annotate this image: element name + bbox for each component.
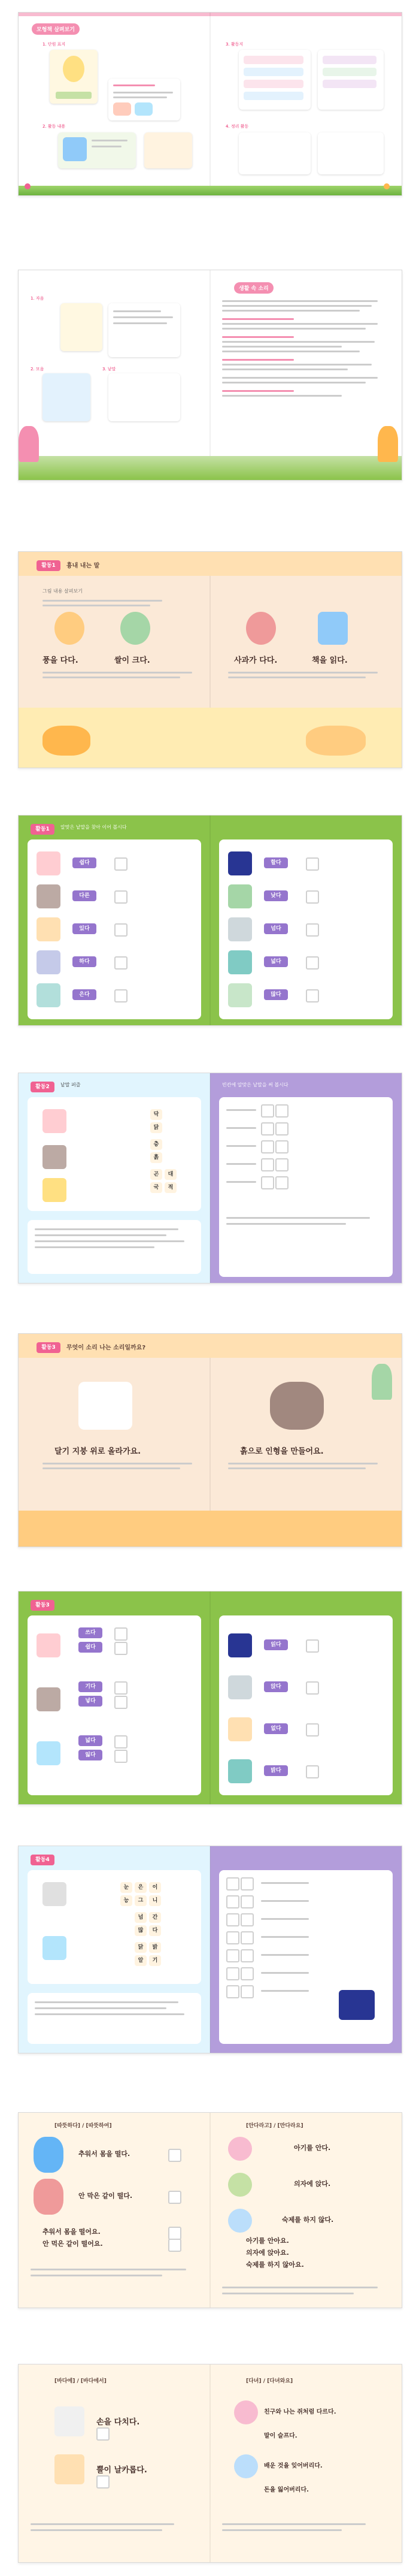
- book-illustration: [318, 612, 348, 645]
- puzzle-cell[interactable]: 니: [149, 1895, 161, 1906]
- answer-box[interactable]: [168, 2239, 181, 2252]
- answer-box[interactable]: [306, 956, 319, 970]
- left-line: 뿔이 날카롭다.: [96, 2466, 147, 2475]
- page-spine: [210, 1073, 211, 1283]
- right-line: 친구와 나는 쥐처럼 다르다.: [264, 2409, 336, 2415]
- word-thumbnail: [108, 373, 180, 421]
- right-word: 앉다: [264, 1681, 288, 1692]
- right-line: 돈을 잃어버리다.: [264, 2487, 309, 2493]
- page-spine: [210, 2364, 211, 2562]
- puzzle-cell[interactable]: 다: [149, 1925, 161, 1936]
- word-4: 책을 읽다.: [312, 656, 348, 665]
- right-line: 의자에 앉다.: [294, 2180, 331, 2188]
- consonant-thumbnail: [60, 303, 102, 351]
- right-word-3: 넘다: [264, 923, 288, 934]
- answer-box[interactable]: [306, 890, 319, 904]
- activity-thumbnail: [108, 78, 180, 120]
- notes-panel: [28, 1220, 201, 1274]
- left-header: [바다에] / [바다에서]: [54, 2378, 107, 2384]
- puzzle-cell[interactable]: 닭: [135, 1942, 147, 1953]
- tree-decoration: [378, 426, 398, 462]
- answer-box[interactable]: [306, 1681, 319, 1695]
- word-1: 풍을 다다.: [42, 656, 78, 665]
- right-header: 빈칸에 알맞은 낱말을 써 봅시다: [222, 1082, 289, 1088]
- activity-chip: 활동2: [31, 1082, 54, 1092]
- bottom-band: [19, 1511, 402, 1547]
- puzzle-cell[interactable]: 대: [165, 1169, 177, 1180]
- worksheet-thumb-2: [318, 50, 384, 110]
- spread-6: [18, 1333, 402, 1547]
- right-line: 말이 슬프다.: [264, 2433, 297, 2439]
- sentence-left: 달기 지붕 위로 올라가요.: [54, 1447, 141, 1456]
- puzzle-cell[interactable]: 그: [135, 1895, 147, 1906]
- answer-box[interactable]: [306, 923, 319, 937]
- page-spine: [210, 270, 211, 480]
- right-line: 숙제를 하지 않아요.: [246, 2261, 304, 2269]
- heading-activity: 2. 활동 내용: [42, 124, 66, 129]
- clay-doll-illustration: [270, 1382, 324, 1430]
- puzzle-cell[interactable]: 적: [165, 1182, 177, 1193]
- answer-box[interactable]: [306, 1765, 319, 1778]
- answer-box[interactable]: [114, 956, 127, 970]
- answer-box[interactable]: [114, 1681, 127, 1695]
- left-word: 쓰다: [78, 1627, 102, 1638]
- puzzle-cell[interactable]: 알: [135, 1955, 147, 1966]
- fill-in-panel: [219, 1097, 393, 1277]
- right-word-1: 할다: [264, 857, 288, 868]
- answer-box[interactable]: [114, 1696, 127, 1709]
- right-line: 의자에 앉아요.: [246, 2249, 289, 2257]
- answer-box[interactable]: [306, 1639, 319, 1653]
- grass-decoration: [19, 186, 402, 195]
- heading-cover: 1. 단원 표지: [42, 42, 66, 47]
- spread-2: [18, 270, 402, 481]
- left-word-1: 쉽다: [72, 857, 96, 868]
- right-line: 아기를 안다.: [294, 2144, 331, 2152]
- answer-box[interactable]: [114, 989, 127, 1002]
- activity-chip: 활동1: [31, 824, 54, 835]
- cover-thumbnail: [50, 50, 98, 104]
- activity-chip: 활동4: [31, 1855, 54, 1865]
- answer-box[interactable]: [114, 923, 127, 937]
- answer-box[interactable]: [114, 1750, 127, 1763]
- worksheet-thumb-1: [239, 50, 311, 110]
- answer-box[interactable]: [306, 989, 319, 1002]
- summary-thumb-1: [239, 132, 311, 174]
- title: 흉내 내는 말: [66, 563, 100, 569]
- right-line: 배운 것을 잊어버리다.: [264, 2463, 323, 2469]
- left-header: 낱말 퍼즐: [60, 1082, 81, 1088]
- left-word: 잃다: [78, 1750, 102, 1760]
- answer-box[interactable]: [168, 2149, 181, 2162]
- puzzle-cell[interactable]: 닭: [150, 1122, 162, 1133]
- flower-decoration: [25, 183, 31, 189]
- fill-in-panel: [219, 1870, 393, 2044]
- puzzle-cell[interactable]: 흙: [150, 1152, 162, 1163]
- activity-chip: 활동3: [31, 1600, 54, 1611]
- heading-summary: 4. 정리 활동: [226, 124, 249, 129]
- left-header: [따뜻하다] / [따뜻하여]: [54, 2123, 112, 2129]
- sentence-right: 흙으로 인형을 만들어요.: [240, 1447, 324, 1456]
- puzzle-cell[interactable]: 간: [149, 1912, 161, 1923]
- character-illustration: [54, 612, 84, 645]
- answer-box[interactable]: [168, 2191, 181, 2204]
- answer-box[interactable]: [114, 1735, 127, 1748]
- activity-chip: 활동3: [37, 1342, 60, 1353]
- puzzle-cell[interactable]: 기: [149, 1955, 161, 1966]
- puzzle-cell[interactable]: 이: [149, 1882, 161, 1893]
- left-word-5: 은다: [72, 989, 96, 1000]
- chicken-illustration: [78, 1382, 132, 1430]
- spread-4: [18, 815, 402, 1026]
- right-word-4: 넓다: [264, 956, 288, 967]
- summary-thumb-2: [318, 132, 384, 174]
- puzzle-cell[interactable]: 층: [150, 1139, 162, 1150]
- spread-7: [18, 1591, 402, 1805]
- label-vowel: 2. 모음: [31, 367, 44, 372]
- character-illustration: [120, 612, 150, 645]
- spread-10: [18, 2364, 402, 2563]
- left-word: 넓다: [78, 1735, 102, 1746]
- vowel-thumbnail: [42, 373, 90, 421]
- page-spine: [210, 1591, 211, 1804]
- answer-box[interactable]: [114, 1642, 127, 1655]
- puzzle-cell[interactable]: 많: [135, 1925, 147, 1936]
- spread-1: [18, 12, 402, 196]
- spread-9: [18, 2112, 402, 2308]
- answer-box[interactable]: [306, 1723, 319, 1737]
- left-word: 넣다: [78, 1696, 102, 1707]
- left-line: 손을 다치다.: [96, 2418, 140, 2427]
- puzzle-cell[interactable]: 능: [120, 1895, 132, 1906]
- right-line: 숙제를 하지 않다.: [282, 2216, 334, 2224]
- left-line: 안 막은 같이 떨다.: [78, 2192, 133, 2200]
- title: 무엇이 소리 나는 소리일까요?: [66, 1345, 146, 1351]
- section-tag: 생활 속 소리: [234, 282, 274, 294]
- answer-box[interactable]: [96, 2427, 110, 2441]
- answer-box[interactable]: [96, 2475, 110, 2489]
- answer-box[interactable]: [114, 857, 127, 871]
- spread-5: [18, 1073, 402, 1284]
- right-word-2: 낮다: [264, 890, 288, 901]
- puzzle-cell[interactable]: 넘: [135, 1912, 147, 1923]
- puzzle-cell[interactable]: 국: [150, 1182, 162, 1193]
- notes-panel: [28, 1993, 201, 2044]
- fruit-illustration: [246, 612, 276, 645]
- left-line: 안 먹은 같이 떨어요.: [42, 2240, 103, 2248]
- picture-label: 그림 내용 살펴보기: [42, 588, 83, 594]
- puzzle-cell[interactable]: 눈: [120, 1882, 132, 1893]
- word-2: 쌀이 크다.: [114, 656, 150, 665]
- left-word-3: 있다: [72, 923, 96, 934]
- right-word-5: 많다: [264, 989, 288, 1000]
- right-word: 없다: [264, 1723, 288, 1734]
- right-header: [안다라고] / [만다라요]: [246, 2123, 303, 2129]
- right-word: 읽다: [264, 1639, 288, 1650]
- activity-chip: 활동1: [37, 560, 60, 571]
- content-thumbnail: [58, 132, 136, 168]
- left-word: 기다: [78, 1681, 102, 1692]
- puzzle-cell[interactable]: 곤: [150, 1169, 162, 1180]
- answer-box[interactable]: [168, 2227, 181, 2240]
- spread-3: [18, 551, 402, 768]
- page-spine: [210, 1846, 211, 2053]
- label-consonant: 1. 자음: [31, 296, 44, 301]
- word-3: 사과가 다다.: [234, 656, 278, 665]
- section-tag: 모형책 살펴보기: [32, 23, 80, 35]
- right-word: 밝다: [264, 1765, 288, 1776]
- instruction: 알맞은 낱말을 찾아 이어 봅시다: [60, 825, 127, 830]
- left-word-4: 하다: [72, 956, 96, 967]
- grass-decoration: [19, 456, 402, 480]
- page-spine: [210, 816, 211, 1025]
- sample-thumbnail: [144, 132, 192, 168]
- spread-8: [18, 1846, 402, 2053]
- answer-box[interactable]: [114, 890, 127, 904]
- right-line: 아기를 안아요.: [246, 2237, 289, 2245]
- label-word: 3. 낱말: [102, 367, 116, 372]
- left-line: 추워서 몸을 떨어요.: [42, 2228, 101, 2236]
- puzzle-cell[interactable]: 닥: [150, 1109, 162, 1120]
- page-spine: [210, 13, 211, 195]
- puzzle-cell[interactable]: 밝: [149, 1942, 161, 1953]
- heading-worksheet: 3. 활동지: [226, 42, 244, 47]
- page-spine: [210, 2113, 211, 2308]
- left-word-2: 다른: [72, 890, 96, 901]
- answer-box[interactable]: [114, 1627, 127, 1641]
- right-header: [다녀] / [다녀와요]: [246, 2378, 293, 2384]
- tree-decoration: [19, 426, 39, 462]
- answer-box[interactable]: [306, 857, 319, 871]
- left-word: 쉽다: [78, 1642, 102, 1653]
- left-line: 추워서 몸을 떨다.: [78, 2150, 130, 2158]
- puzzle-cell[interactable]: 은: [135, 1882, 147, 1893]
- flower-decoration: [384, 183, 390, 189]
- consonant-sheet: [108, 303, 180, 357]
